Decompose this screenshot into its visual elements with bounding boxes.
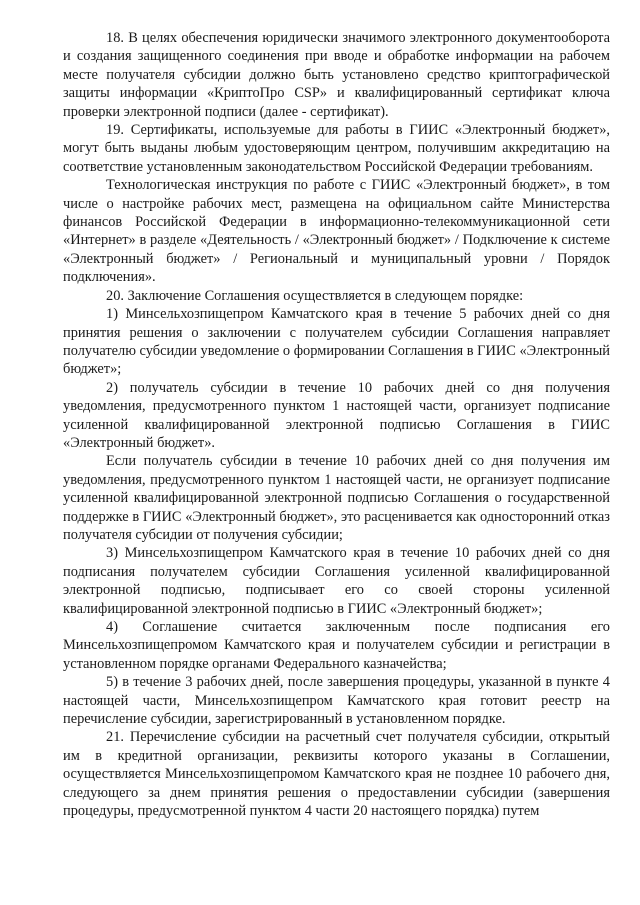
- paragraph-20-item-4: 4) Соглашение считается заключенным после подписания его Минсельхозпищепромом Камчатского края и получателем субсидии и регистрации в установленном порядке органами Федерального казначейства;: [63, 619, 610, 672]
- paragraph-20-refusal: Если получатель субсидии в течение 10 рабочих дней со дня получения им уведомления, предусмотренного пунктом 1 настоящей части, не организует подписание усиленной квалифицированной электронной подписью Соглашения о государственной поддержке в ГИИС «Электронный бюджет», это расценивается как односторонний отказ получателя субсидии от получения субсидии;: [63, 453, 610, 543]
- paragraph-20: 20. Заключение Соглашения осуществляется в следующем порядке:: [106, 287, 524, 304]
- paragraph-19: 19. Сертификаты, используемые для работы в ГИИС «Электронный бюджет», могут быть выданы любым удостоверяющим центром, получившим аккредитацию на соответствие установленным законодательством Российской Федерации требованиям.: [63, 122, 610, 175]
- paragraph-20-item-5: 5) в течение 3 рабочих дней, после завершения процедуры, указанной в пункте 4 настоящей части, Минсельхозпищепром Камчатского края готовит реестр на перечисление субсидии, зарегистрированный в установленном порядке.: [63, 674, 610, 728]
- paragraph-20-item-1: 1) Минсельхозпищепром Камчатского края в течение 5 рабочих дней со дня принятия решения о заключении с получателем субсидии Соглашения направляет получателю субсидии уведомление о формировании Соглашения в ГИИС «Электронный бюджет»;: [63, 306, 610, 378]
- paragraph-tech-instruction: Технологическая инструкция по работе с ГИИС «Электронный бюджет», в том числе о настройке рабочих мест, размещена на официальном сайте Министерства финансов Российской Федерации в информационно-телекоммуникационной сети «Интернет» в разделе «Деятельность / «Электронный бюджет» / Подключение к системе «Электронный бюджет» / Региональный и муниципальный уровни / Порядок подключения».: [63, 177, 610, 286]
- paragraph-21: 21. Перечисление субсидии на расчетный счет получателя субсидии, открытый им в кредитной организации, реквизиты которого указаны в Соглашении, осуществляется Минсельхозпищепромом Камчатского края не позднее 10 рабочего дня, следующего за днем принятия решения о предоставлении субсидии (завершения процедуры, предусмотренной пунктом 4 части 20 настоящего порядка) путем: [63, 729, 610, 820]
- paragraph-18: 18. В целях обеспечения юридически значимого электронного документооборота и создания защищенного соединения при вводе и обработке информации на рабочем месте получателя субсидии должно быть установлено средство криптографической защиты информации «КриптоПро CSP» и квалифицированный сертификат ключа проверки электронной подписи (далее - сертификат).: [63, 30, 610, 120]
- paragraph-20-item-3: 3) Минсельхозпищепром Камчатского края в течение 10 рабочих дней со дня подписания получателем субсидии Соглашения усиленной квалифицированной электронной подписью, подписывает его со своей стороны усиленной квалифицированной электронной подписью в ГИИС «Электронный бюджет»;: [63, 545, 610, 617]
- paragraph-20-item-2: 2) получатель субсидии в течение 10 рабочих дней со дня получения уведомления, предусмотренного пунктом 1 настоящей части, организует подписание усиленной квалифицированной электронной подписью Соглашения в ГИИС «Электронный бюджет».: [63, 379, 610, 451]
